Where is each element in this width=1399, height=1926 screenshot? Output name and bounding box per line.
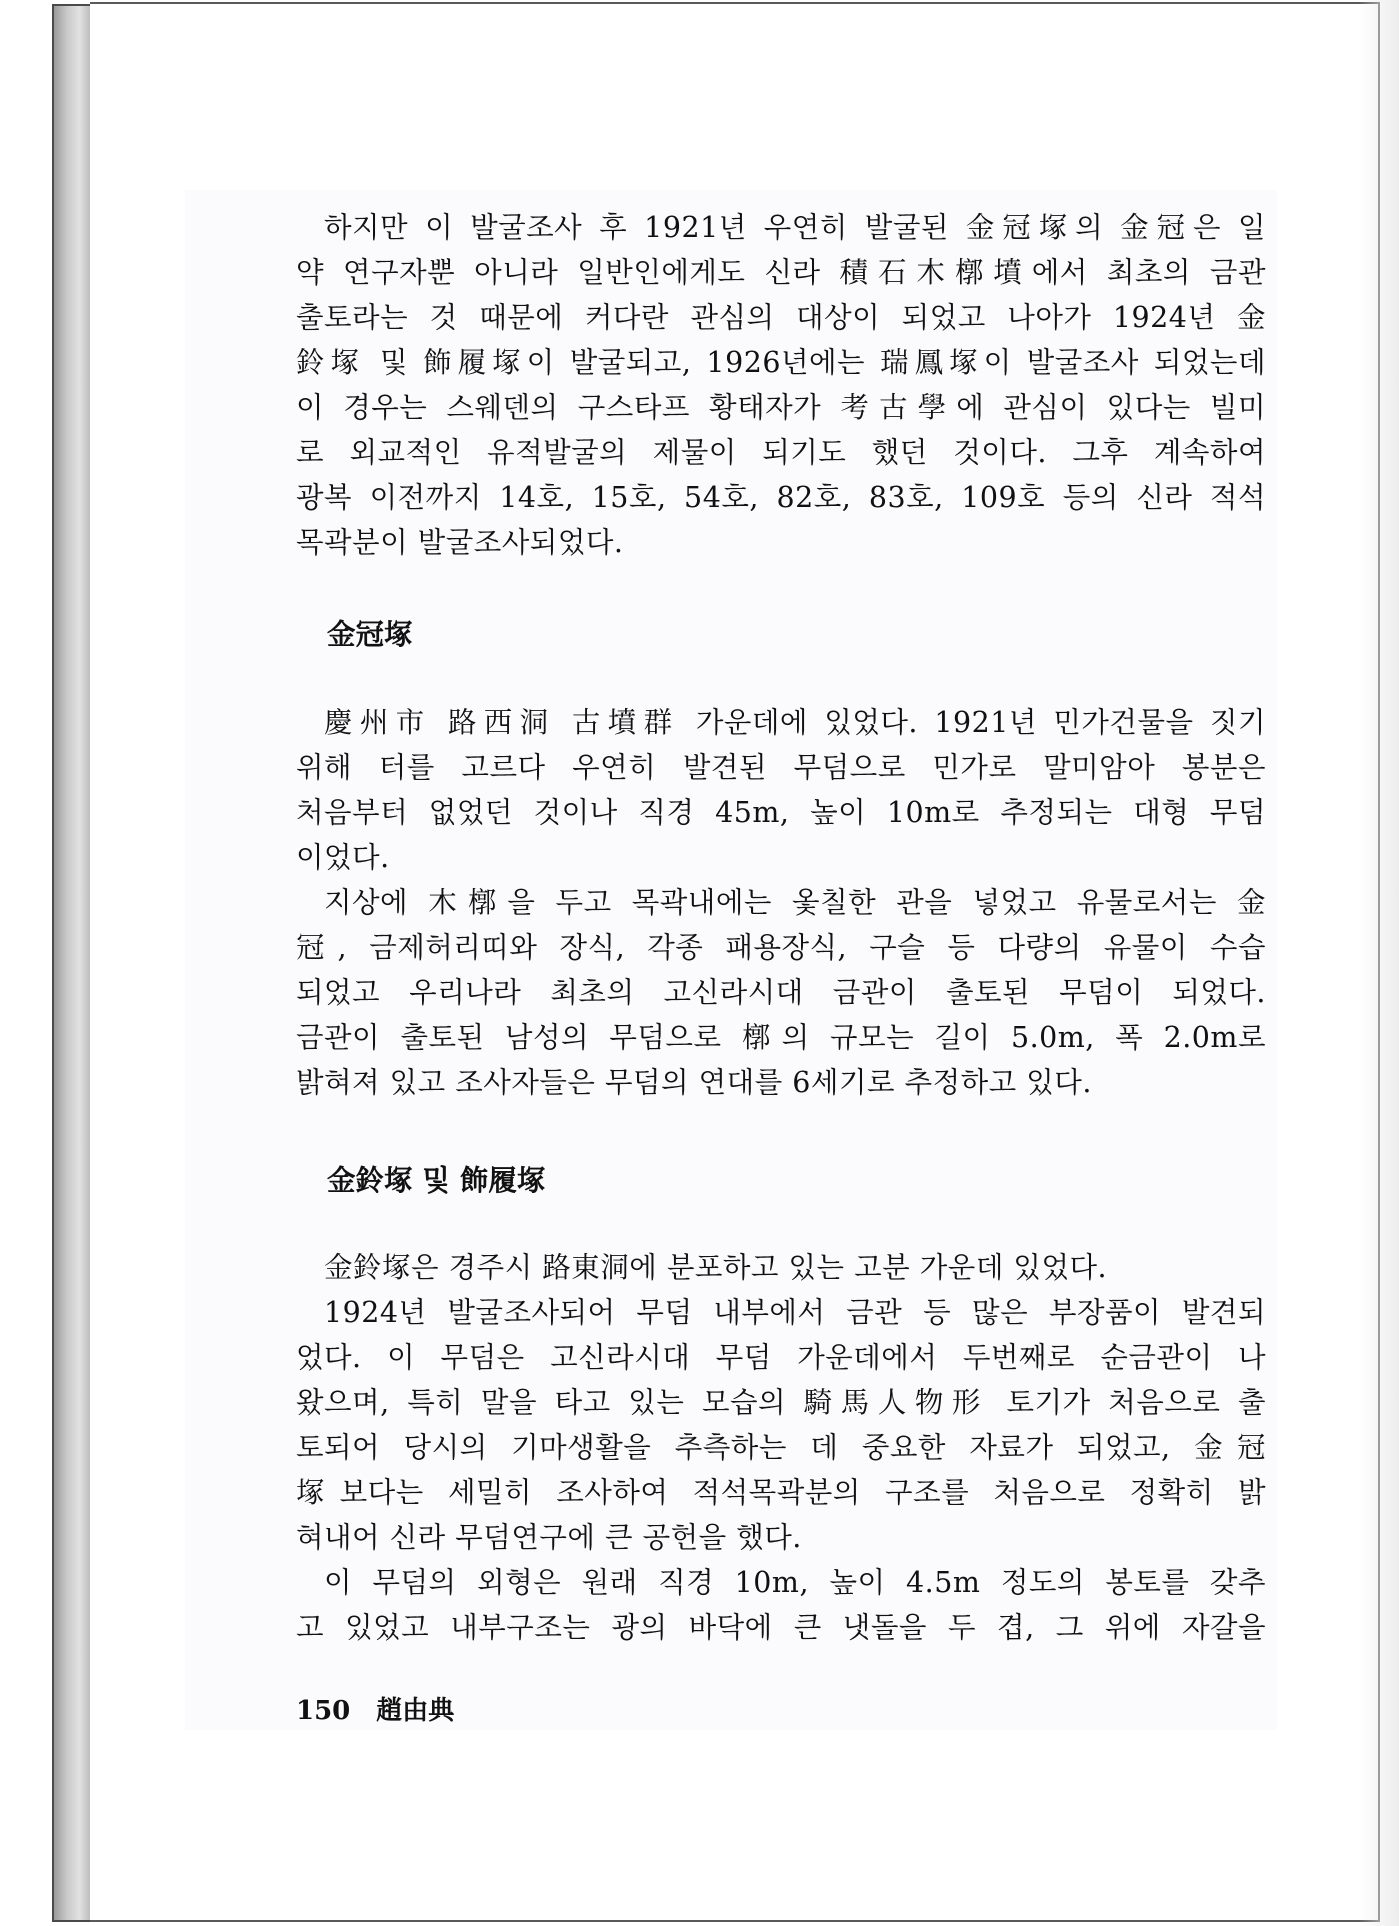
text-line: 되었고 우리나라 최초의 고신라시대 금관이 출토된 무덤이 되었다.: [296, 976, 1266, 1009]
text-line: 출토라는 것 때문에 커다란 관심의 대상이 되었고 나아가 1924년 金: [296, 301, 1266, 334]
text-line: 혀내어 신라 무덤연구에 큰 공헌을 했다.: [296, 1521, 802, 1554]
text-line: 처음부터 없었던 것이나 직경 45m, 높이 10m로 추정되는 대형 무덤: [296, 796, 1266, 829]
section2-paragraph: [296, 1245, 1266, 1650]
text-line: 鈴塚 및 飾履塚이 발굴되고, 1926년에는 瑞鳳塚이 발굴조사 되었는데: [296, 346, 1266, 379]
section-heading-geumnyeongchong: 金鈴塚 및 飾履塚: [327, 1163, 546, 1197]
text-line: 塚보다는 세밀히 조사하여 적석목곽분의 구조를 처음으로 정확히 밝: [296, 1476, 1266, 1509]
text-line: 慶州市 路西洞 古墳群 가운데에 있었다. 1921년 민가건물을 짓기: [324, 706, 1266, 739]
text-line: 목곽분이 발굴조사되었다.: [296, 526, 624, 559]
text-line: 왔으며, 특히 말을 타고 있는 모습의 騎馬人物形 토기가 처음으로 출: [296, 1386, 1266, 1419]
page-footer: [296, 1690, 454, 1727]
text-line: 밝혀져 있고 조사자들은 무덤의 연대를 6세기로 추정하고 있다.: [296, 1066, 1092, 1099]
book-spine: [52, 4, 92, 1922]
author-name: 趙由典: [376, 1696, 455, 1726]
page-edge-shadow: [1359, 0, 1399, 1926]
text-line: 지상에 木槨을 두고 목곽내에는 옻칠한 관을 넣었고 유물로서는 金: [324, 886, 1266, 919]
text-line: 토되어 당시의 기마생활을 추측하는 데 중요한 자료가 되었고, 金冠: [296, 1431, 1266, 1464]
text-line: 고 있었고 내부구조는 광의 바닥에 큰 냇돌을 두 겹, 그 위에 자갈을: [296, 1611, 1266, 1644]
text-line: 冠, 금제허리띠와 장식, 각종 패용장식, 구슬 등 다량의 유물이 수습: [296, 931, 1266, 964]
intro-paragraph: [296, 205, 1266, 565]
text-line: 위해 터를 고르다 우연히 발견된 무덤으로 민가로 말미암아 봉분은: [296, 751, 1266, 784]
text-line: 로 외교적인 유적발굴의 제물이 되기도 했던 것이다. 그후 계속하여: [296, 436, 1266, 469]
text-line: 었다. 이 무덤은 고신라시대 무덤 가운데에서 두번째로 순금관이 나: [296, 1341, 1266, 1374]
text-line: 광복 이전까지 14호, 15호, 54호, 82호, 83호, 109호 등의 신라 적석: [296, 481, 1266, 514]
text-line: 약 연구자뿐 아니라 일반인에게도 신라 積石木槨墳에서 최초의 금관: [296, 256, 1266, 289]
text-line: 이 무덤의 외형은 원래 직경 10m, 높이 4.5m 정도의 봉토를 갖추: [324, 1566, 1266, 1599]
text-line: 금관이 출토된 남성의 무덤으로 槨의 규모는 길이 5.0m, 폭 2.0m로: [296, 1021, 1266, 1054]
text-line: 金鈴塚은 경주시 路東洞에 분포하고 있는 고분 가운데 있었다.: [324, 1251, 1108, 1284]
text-line: 이 경우는 스웨덴의 구스타프 황태자가 考古學에 관심이 있다는 빌미: [296, 391, 1266, 424]
text-line: 하지만 이 발굴조사 후 1921년 우연히 발굴된 金冠塚의 金冠은 일: [324, 211, 1266, 244]
page-number: 150: [296, 1696, 351, 1726]
section1-paragraph: [296, 700, 1266, 1105]
text-line: 이었다.: [296, 841, 390, 874]
section-heading-geumgwanchong: 金冠塚: [327, 617, 413, 651]
text-line: 1924년 발굴조사되어 무덤 내부에서 금관 등 많은 부장품이 발견되: [324, 1296, 1266, 1329]
